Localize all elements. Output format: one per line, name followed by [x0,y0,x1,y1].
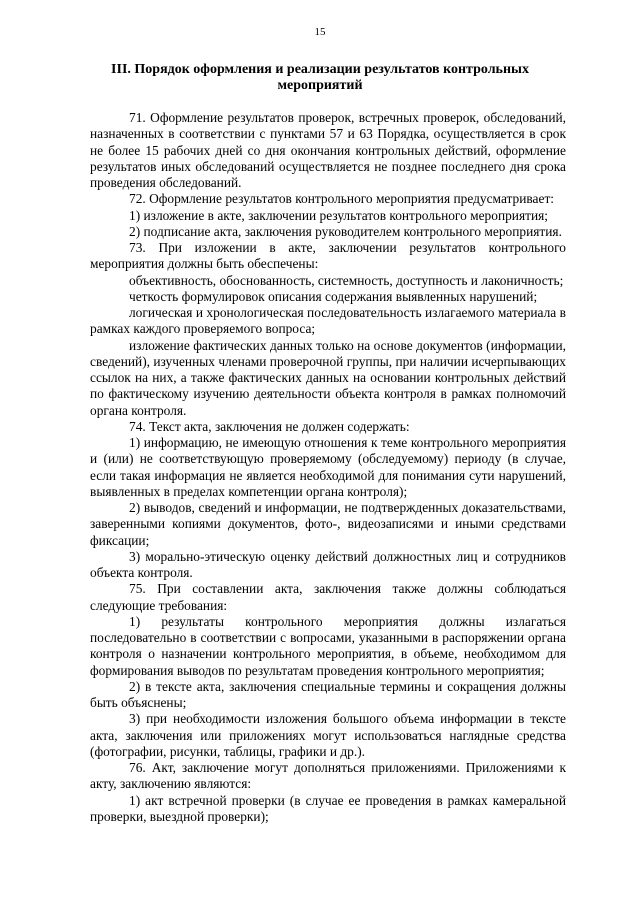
document-body [90,110,566,825]
paragraph-74: 74. Текст акта, заключения не должен содержать: [129,418,410,434]
paragraph-72: 72. Оформление результатов контрольного мероприятия предусматривает: [129,191,555,207]
paragraph-73-item-4: изложение фактических данных только на основе документов (информации, сведений), изученных членами проверочной группы, при наличии исчерпывающих ссылок на них, а также фактических данных на основании контрольных действий по фактическому изучению деятельности объекта контроля в рамках полномочий органа контроля. [90,337,566,418]
paragraph-75-item-2: 2) в тексте акта, заключения специальные термины и сокращения должны быть объяснены; [90,678,566,710]
paragraph-71: 71. Оформление результатов проверок, встречных проверок, обследований, назначенных в соответствии с пунктами 57 и 63 Порядка, осуществляется в срок не более 15 рабочих дней со дня окончания контрольных действий, оформление результатов иных обследований осуществляется не позднее последнего дня срока проведения обследований. [90,110,566,190]
section-heading [110,62,530,94]
page-number: 15 [314,26,326,38]
paragraph-76: 76. Акт, заключение могут дополняться приложениями. Приложениями к акту, заключению являются: [90,760,566,792]
paragraph-75: 75. При составлении акта, заключения также должны соблюдаться следующие требования: [90,581,566,613]
paragraph-76-item-1: 1) акт встречной проверки (в случае ее проведения в рамках камеральной проверки, выездной проверки); [90,792,566,824]
paragraph-73: 73. При изложении в акте, заключении результатов контрольного мероприятия должны быть обеспечены: [90,240,566,272]
paragraph-73-item-2: четкость формулировок описания содержания выявленных нарушений; [129,288,538,304]
section-heading-line-2: мероприятий [277,78,363,93]
paragraph-74-item-3: 3) морально-этическую оценку действий должностных лиц и сотрудников объекта контроля. [90,548,566,580]
paragraph-73-item-1: объективность, обоснованность, системность, доступность и лаконичность; [129,272,564,288]
paragraph-73-item-3: логическая и хронологическая последовательность излагаемого материала в рамках каждого проверяемого вопроса; [90,305,566,337]
paragraph-74-item-1: 1) информацию, не имеющую отношения к теме контрольного мероприятия и (или) не соответствующую проверяемому (обследуемому) периоду (в случае, если такая информация не является необходимой для понимания сути нарушений, выявленных в пределах компетенции органа контроля); [90,435,566,499]
paragraph-75-item-3: 3) при необходимости изложения большого объема информации в тексте акта, заключения или приложениях могут использоваться наглядные средства (фотографии, рисунки, таблицы, графики и др.). [90,711,566,759]
paragraph-75-item-1: 1) результаты контрольного мероприятия должны излагаться последовательно в соответствии с вопросами, указанными в распоряжении органа контроля о назначении контрольного мероприятия, в объеме, необходимом для формирования выводов по результатам проведения контрольного мероприятия; [90,613,566,678]
section-heading-line-1: III. Порядок оформления и реализации результатов контрольных [111,62,529,77]
paragraph-74-item-2: 2) выводов, сведений и информации, не подтвержденных доказательствами, заверенными копиями документов, фото-, видеозаписями и иными средствами фиксации; [90,500,566,548]
paragraph-72-item-1: 1) изложение в акте, заключении результатов контрольного мероприятия; [129,207,549,223]
paragraph-72-item-2: 2) подписание акта, заключения руководителем контрольного мероприятия. [129,223,562,239]
